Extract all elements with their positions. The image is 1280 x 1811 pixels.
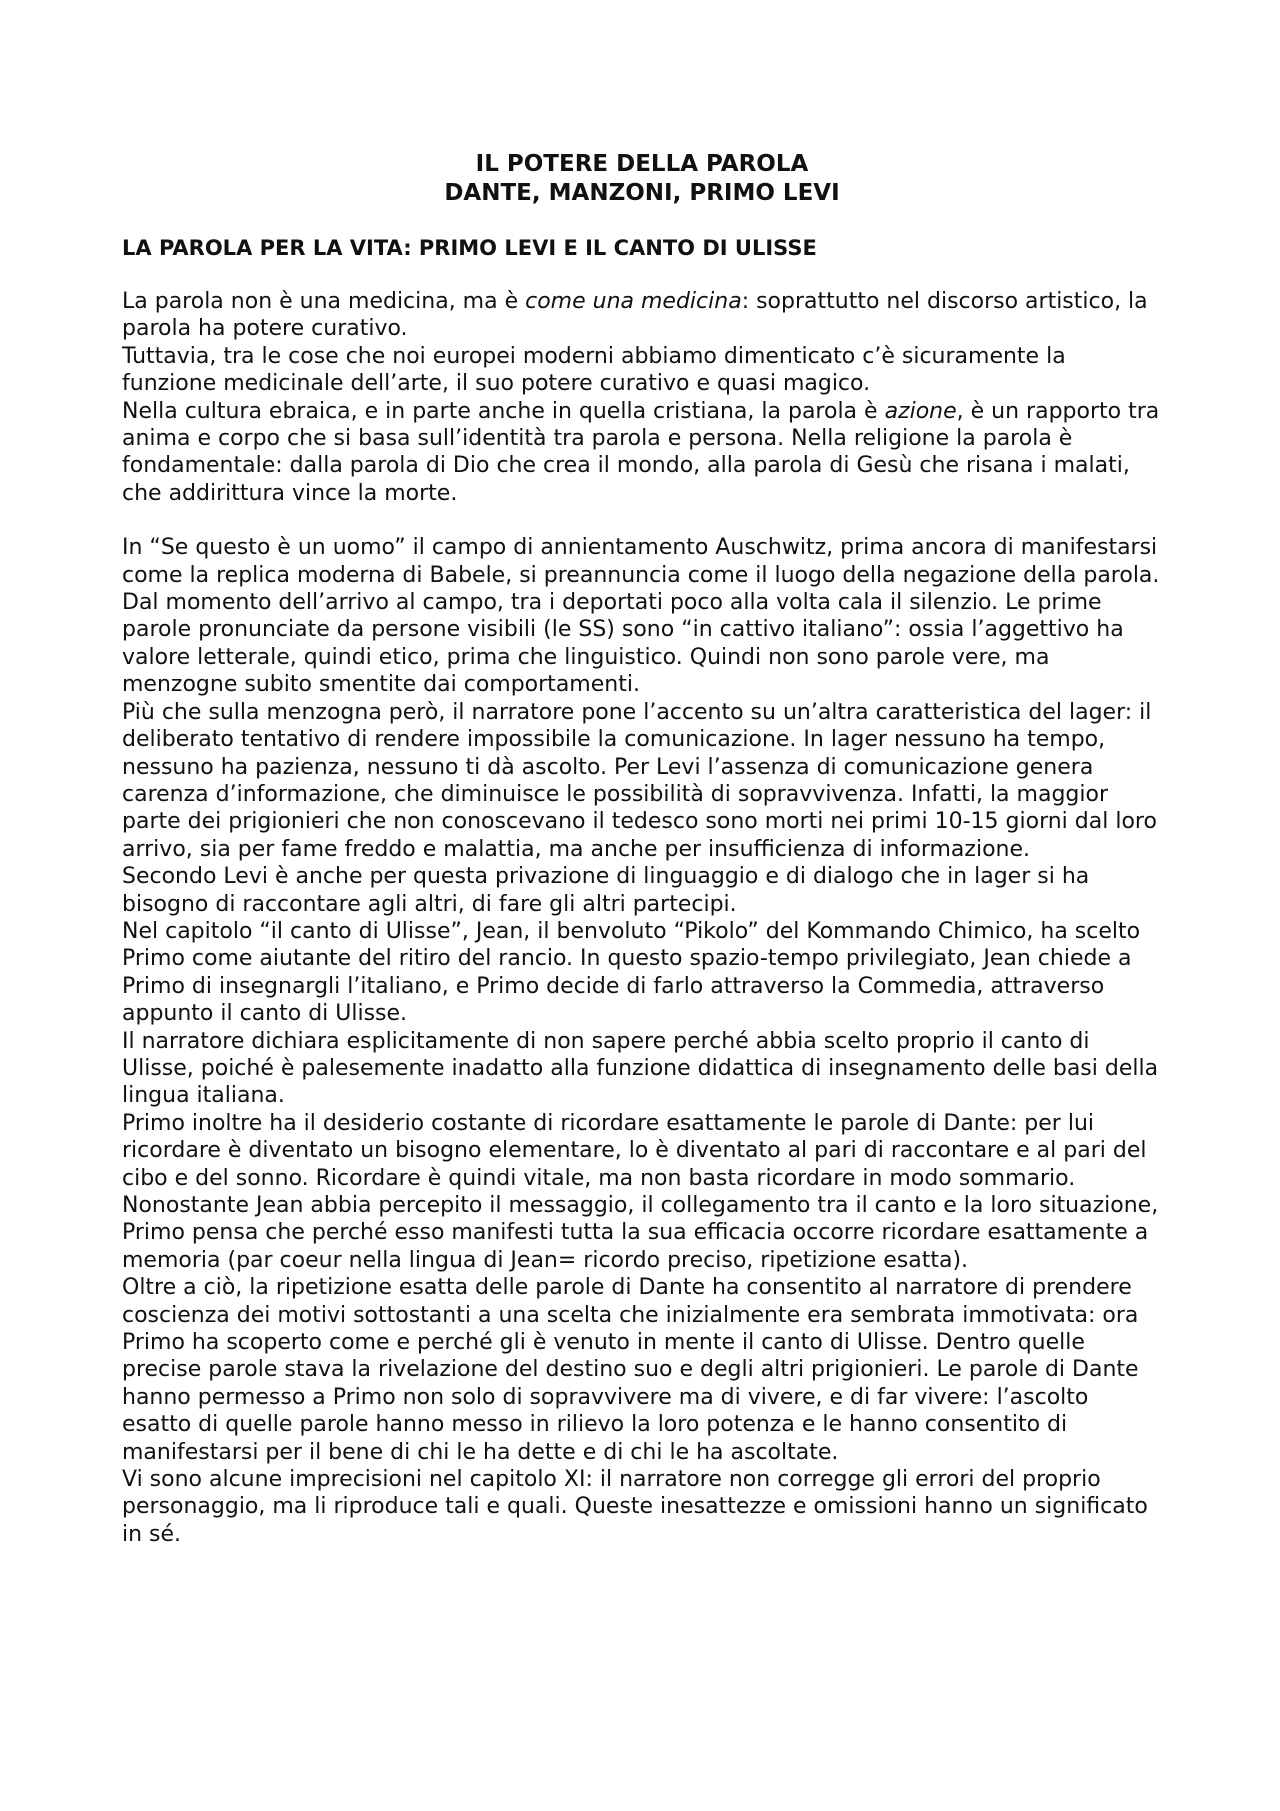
title-line-1: IL POTERE DELLA PAROLA (475, 151, 809, 177)
paragraph: Secondo Levi è anche per questa privazione di linguaggio e di dialogo che in lager si ha bisogno di raccontare agli altri, di fare gli altri partecipi. (122, 864, 1090, 917)
paragraph (122, 288, 1162, 343)
document-page (122, 150, 1162, 1548)
text-run: : soprattutto nel discorso artistico, la parola ha potere curativo. (122, 289, 1148, 342)
emphasis-text: come una medicina (525, 289, 742, 314)
paragraph: Nel capitolo “il canto di Ulisse”, Jean, il benvoluto “Pikolo” del Kommando Chimico, ha scelto Primo come aiutante del ritiro del rancio. In questo spazio-tempo privilegiato, Jean chiede a Primo di insegnargli l’italiano, e Primo decide di farlo attraverso la Commedia, attraverso appunto il canto di Ulisse. (122, 918, 1141, 1027)
paragraph: Il narratore dichiara esplicitamente di non sapere perché abbia scelto proprio il canto di Ulisse, poiché è palesemente inadatto alla funzione didattica di insegnamento delle basi della lingua italiana. (122, 1028, 1159, 1109)
intro-paragraphs (122, 288, 1162, 507)
body-paragraphs (122, 534, 1162, 1548)
text-run: Nella cultura ebraica, e in parte anche in quella cristiana, la parola è (122, 398, 885, 424)
paragraph: Più che sulla menzogna però, il narratore pone l’accento su un’altra caratteristica del lager: il deliberato tentativo di rendere impossibile la comunicazione. In lager nessuno ha tempo, nessuno ha pazienza, nessuno ti dà ascolto. Per Levi l’assenza di comunicazione genera carenza d’informazione, che diminuisce le possibilità di sopravvivenza. Infatti, la maggior parte dei prigionieri che non conoscevano il tedesco sono morti nei primi 10-15 giorni dal loro arrivo, sia per fame freddo e malattia, ma anche per insufficienza di informazione. (122, 699, 1157, 862)
section-heading: LA PAROLA PER LA VITA: PRIMO LEVI E IL CANTO DI ULISSE (122, 236, 817, 260)
paragraph: Primo inoltre ha il desiderio costante di ricordare esattamente le parole di Dante: per lui ricordare è diventato un bisogno elementare, lo è diventato al pari di raccontare e al pari del cibo e del sonno. Ricordare è quindi vitale, ma non basta ricordare in modo sommario. Nonostante Jean abbia percepito il messaggio, il collegamento tra il canto e la loro situazione, Primo pensa che perché esso manifesti tutta la sua efficacia occorre ricordare esattamente a memoria (par coeur nella lingua di Jean= ricordo preciso, ripetizione esatta). (122, 1110, 1159, 1273)
paragraph-gap (122, 507, 1162, 534)
title-line-2: DANTE, MANZONI, PRIMO LEVI (444, 180, 840, 206)
paragraph: In “Se questo è un uomo” il campo di annientamento Auschwitz, prima ancora di manifestarsi come la replica moderna di Babele, si preannuncia come il luogo della negazione della parola. Dal momento dell’arrivo al campo, tra i deportati poco alla volta cala il silenzio. Le prime parole pronunciate da persone visibili (le SS) sono “in cattivo italiano”: ossia l’aggettivo ha valore letterale, quindi etico, prima che linguistico. Quindi non sono parole vere, ma menzogne subito smentite dai comportamenti. (122, 535, 1160, 698)
document-title (122, 150, 1162, 208)
emphasis-text: azione (884, 398, 957, 424)
paragraph: Vi sono alcune imprecisioni nel capitolo XI: il narratore non corregge gli errori del proprio personaggio, ma li riproduce tali e quali. Queste inesattezze e omissioni hanno un significato in sé. (122, 1467, 1148, 1547)
paragraph (122, 398, 1162, 508)
text-run: La parola non è una medicina, ma è (122, 289, 526, 314)
paragraph: Oltre a ciò, la ripetizione esatta delle parole di Dante ha consentito al narratore di prendere coscienza dei motivi sottostanti a una scelta che inizialmente era sembrata immotivata: ora Primo ha scoperto come e perché gli è venuto in mente il canto di Ulisse. Dentro quelle precise parole stava la rivelazione del destino suo e degli altri prigionieri. Le parole di Dante hanno permesso a Primo non solo di sopravvivere ma di vivere, e di far vivere: l’ascolto esatto di quelle parole hanno messo in rilievo la loro potenza e le hanno consentito di manifestarsi per il bene di chi le ha dette e di chi le ha ascoltate. (122, 1275, 1139, 1465)
text-run: , è un rapporto tra anima e corpo che si basa sull’identità tra parola e persona. Nella religione la parola è fondamentale: dalla parola di Dio che crea il mondo, alla parola di Gesù che risana i malati, che addirittura vince la morte. (122, 398, 1160, 506)
paragraph: Tuttavia, tra le cose che noi europei moderni abbiamo dimenticato c’è sicuramente la funzione medicinale dell’arte, il suo potere curativo e quasi magico. (122, 343, 1066, 397)
